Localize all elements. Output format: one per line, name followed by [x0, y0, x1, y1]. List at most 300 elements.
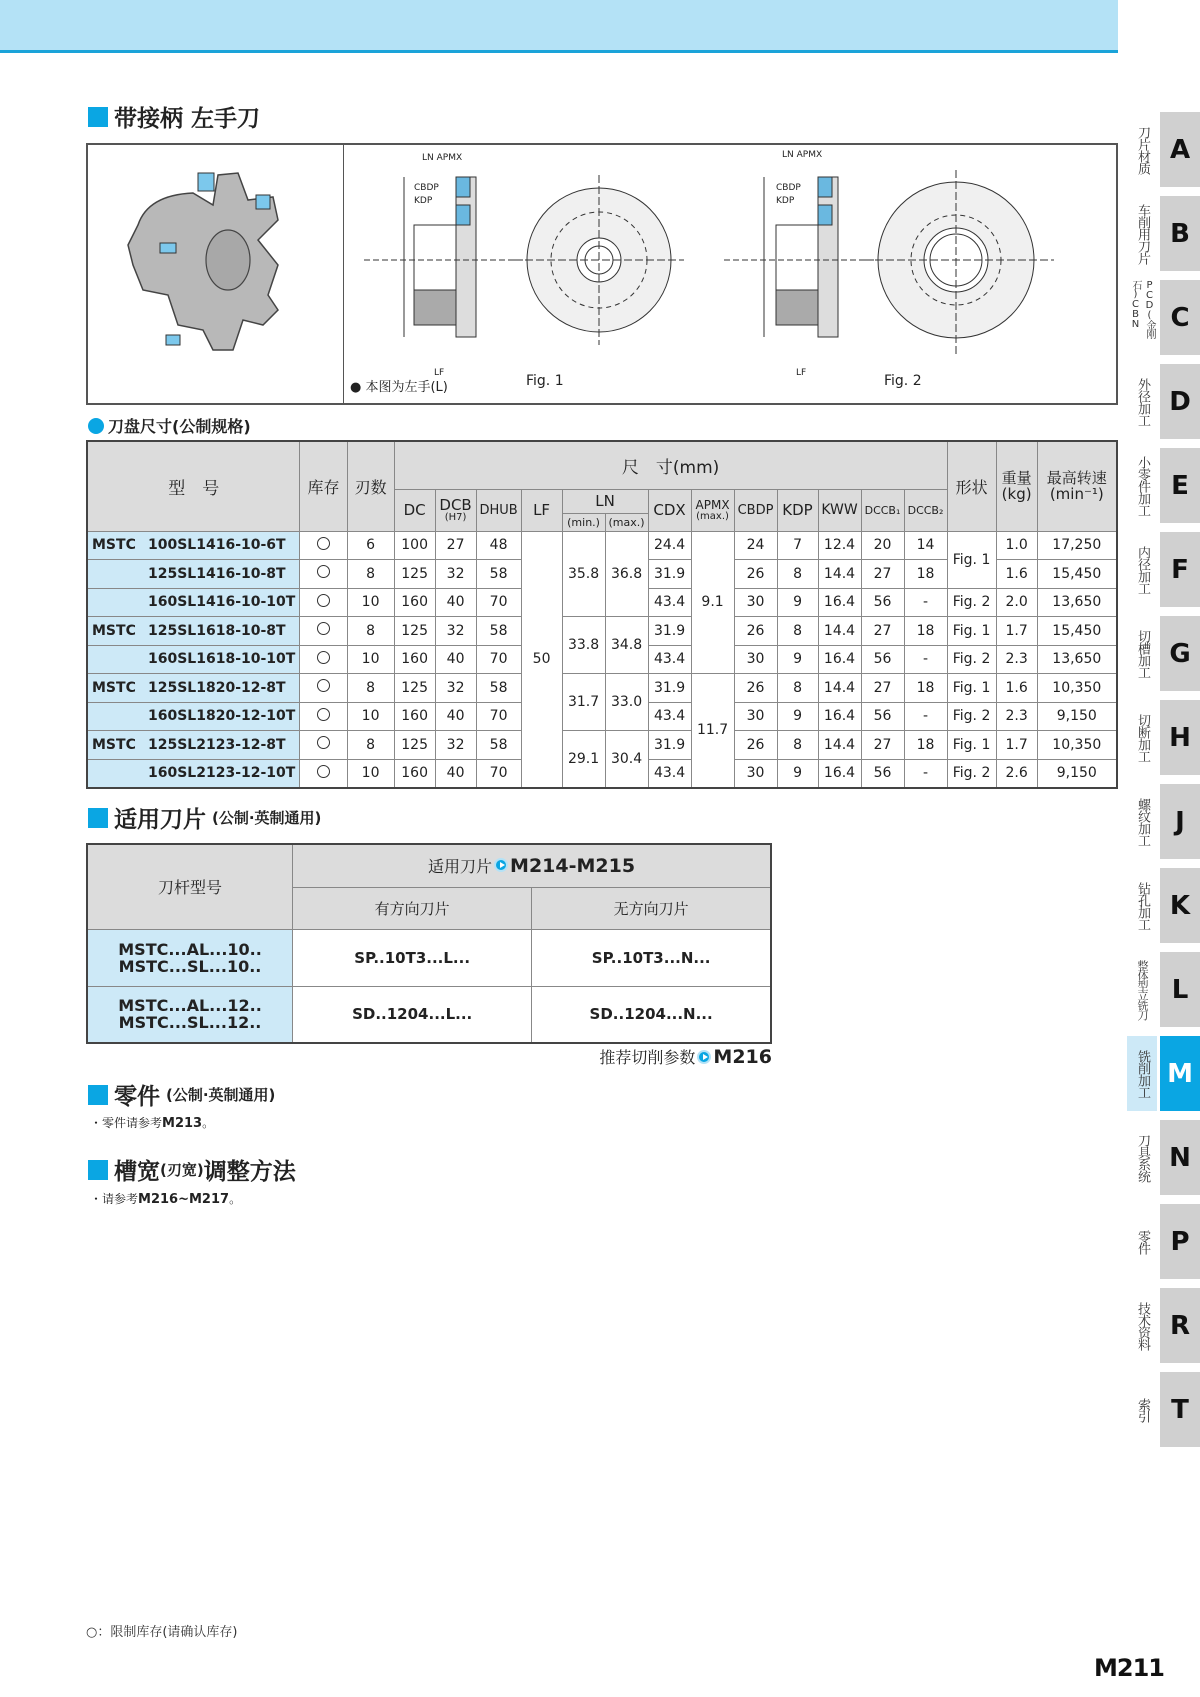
dcb-cell: 40: [435, 759, 476, 788]
model-code: 160SL2123-12-10T: [148, 765, 296, 781]
limited-stock-icon: [317, 594, 330, 607]
weight-cell: 2.6: [996, 759, 1037, 788]
parts-page-link[interactable]: M213: [162, 1116, 203, 1131]
rpm-cell: 10,350: [1037, 674, 1117, 703]
kdp-cell: 8: [777, 731, 818, 760]
weight-cell: 2.0: [996, 588, 1037, 617]
tab-k[interactable]: [1127, 868, 1200, 943]
slot-page-link[interactable]: M216~M217: [138, 1192, 230, 1207]
slot-bullet-text: 请参考: [102, 1192, 139, 1206]
stock-cell: [300, 702, 347, 731]
header-lf: LF: [521, 489, 562, 531]
dhub-cell: 58: [476, 560, 521, 589]
model-cell: [87, 645, 300, 674]
weight-cell: 1.7: [996, 617, 1037, 646]
stock-cell: [300, 759, 347, 788]
teeth-cell: 10: [347, 702, 394, 731]
spec-subtitle: [88, 414, 251, 437]
model-code: 160SL1820-12-10T: [148, 708, 296, 725]
weight-cell: 2.3: [996, 702, 1037, 731]
insert-title-text: 适用刀片: [114, 807, 206, 833]
insert-page-link[interactable]: M214-M215: [510, 855, 636, 878]
table-row: [87, 674, 1117, 703]
tab-p[interactable]: [1127, 1204, 1200, 1279]
dhub-cell: 70: [476, 702, 521, 731]
tab-r[interactable]: [1127, 1288, 1200, 1363]
dcb-cell: 27: [435, 531, 476, 560]
cdx-cell: 31.9: [648, 674, 691, 703]
tab-label: 索引: [1135, 1397, 1150, 1422]
dcb-cell: 32: [435, 617, 476, 646]
fig2-label: Fig. 2: [884, 373, 922, 389]
rpm-cell: 13,650: [1037, 645, 1117, 674]
header-dhub: DHUB: [476, 489, 521, 531]
tab-letter: M: [1160, 1036, 1200, 1111]
circle-bullet-icon: [88, 418, 104, 434]
model-cell: [87, 588, 300, 617]
shape-cell: Fig. 1: [947, 731, 996, 760]
teeth-cell: 10: [347, 759, 394, 788]
ln-max-cell: 30.4: [605, 731, 648, 788]
tab-b[interactable]: [1127, 196, 1200, 271]
tab-letter: J: [1160, 784, 1200, 859]
apmx-sub: (max.): [696, 510, 729, 522]
model-prefix: MSTC: [92, 679, 136, 696]
cutting-params-ref: [599, 1045, 772, 1068]
square-bullet-icon: [88, 808, 108, 828]
header-apmx: [691, 489, 734, 531]
tab-letter: L: [1160, 952, 1200, 1027]
slot-title-c: 调整方法: [203, 1159, 296, 1185]
tab-letter: G: [1160, 616, 1200, 691]
ln-min-cell: 35.8: [562, 531, 605, 617]
cbdp-cell: 30: [734, 588, 777, 617]
dhub-cell: 58: [476, 731, 521, 760]
teeth-cell: 8: [347, 674, 394, 703]
stock-cell: [300, 645, 347, 674]
model-code: 160SL1416-10-10T: [148, 594, 296, 611]
tab-label: 车削用刀片: [1135, 203, 1150, 264]
header-kdp: KDP: [777, 489, 818, 531]
kww-cell: 14.4: [818, 731, 861, 760]
tab-l[interactable]: [1127, 952, 1200, 1027]
holder-cell: [87, 986, 293, 1043]
tab-j[interactable]: [1127, 784, 1200, 859]
dccb1-cell: 56: [861, 645, 904, 674]
tab-label: 整体型立铣刀: [1136, 959, 1149, 1020]
dccb2-cell: 14: [904, 531, 947, 560]
rpm-cell: 10,350: [1037, 731, 1117, 760]
tab-letter: N: [1160, 1120, 1200, 1195]
cbdp-cell: 26: [734, 674, 777, 703]
shape-cell: Fig. 2: [947, 645, 996, 674]
header-ln-min: (min.): [562, 513, 605, 531]
dhub-cell: 70: [476, 645, 521, 674]
dccb2-cell: -: [904, 588, 947, 617]
kww-cell: 12.4: [818, 531, 861, 560]
model-code: 125SL2123-12-8T: [148, 736, 286, 753]
model-code: 125SL1416-10-8T: [148, 565, 286, 582]
dccb1-cell: 56: [861, 759, 904, 788]
header-ln: LN: [562, 489, 648, 513]
apmx-cell: 9.1: [691, 531, 734, 674]
weight-label: 重量: [1001, 469, 1032, 488]
tab-letter: A: [1160, 112, 1200, 187]
page-number: M211: [1094, 1654, 1164, 1682]
dc-cell: 125: [394, 617, 435, 646]
model-code: 125SL1820-12-8T: [148, 679, 286, 696]
dhub-cell: 70: [476, 588, 521, 617]
dc-cell: 160: [394, 588, 435, 617]
kww-cell: 14.4: [818, 560, 861, 589]
shape-cell: Fig. 2: [947, 759, 996, 788]
header-dccb2: DCCB₂: [904, 489, 947, 531]
fig1-label: Fig. 1: [526, 373, 564, 389]
dccb1-cell: 56: [861, 702, 904, 731]
model-prefix: MSTC: [92, 736, 136, 753]
dcb-sub: (H7): [444, 511, 467, 523]
shape-cell: Fig. 2: [947, 702, 996, 731]
cbdp-cell: 26: [734, 617, 777, 646]
holder-line2: MSTC...SL...12..: [118, 1013, 262, 1033]
header-model: 型 号: [87, 441, 300, 531]
ln-min-cell: 29.1: [562, 731, 605, 788]
model-code: 125SL1618-10-8T: [148, 622, 286, 639]
square-bullet-icon: [88, 1160, 108, 1180]
dccb2-cell: 18: [904, 731, 947, 760]
tab-label: 钻孔加工: [1135, 881, 1150, 930]
holder-line1: MSTC...AL...12..: [118, 996, 262, 1016]
model-cell: [87, 731, 300, 760]
header-inserts: [293, 844, 771, 887]
cbdp-cell: 30: [734, 702, 777, 731]
model-prefix: MSTC: [92, 537, 136, 554]
model-cell: [87, 617, 300, 646]
cbdp-cell: 30: [734, 759, 777, 788]
apmx-label: APMX: [695, 497, 730, 512]
tab-letter: R: [1160, 1288, 1200, 1363]
holder-cell: [87, 929, 293, 986]
ref-label: 推荐切削参数: [599, 1048, 696, 1067]
tab-letter: H: [1160, 700, 1200, 775]
nondirectional-insert-cell: SD..1204...N...: [532, 986, 771, 1043]
shape-cell: Fig. 1: [947, 531, 996, 588]
model-prefix: MSTC: [92, 622, 136, 639]
kdp-cell: 8: [777, 560, 818, 589]
tab-n[interactable]: [1127, 1120, 1200, 1195]
tab-label: 小零件加工: [1135, 455, 1150, 516]
dc-cell: 125: [394, 674, 435, 703]
limited-stock-icon: [317, 708, 330, 721]
tab-letter: F: [1160, 532, 1200, 607]
table-row: [87, 531, 1117, 560]
weight-unit: (kg): [1001, 485, 1032, 504]
header-kww: KWW: [818, 489, 861, 531]
dccb1-cell: 27: [861, 674, 904, 703]
kww-cell: 14.4: [818, 674, 861, 703]
dc-cell: 160: [394, 645, 435, 674]
header-ln-max: (max.): [605, 513, 648, 531]
weight-cell: 1.6: [996, 560, 1037, 589]
header-cdx: CDX: [648, 489, 691, 531]
tab-label: 刀片材质: [1135, 125, 1150, 174]
limited-stock-icon: [317, 622, 330, 635]
kdp-cell: 9: [777, 702, 818, 731]
tab-label: 切断加工: [1135, 713, 1150, 762]
section-title-text: 带接柄 左手刀: [114, 106, 261, 132]
header-holder: 刀杆型号: [87, 844, 293, 929]
directional-insert-cell: SP..10T3...L...: [293, 929, 532, 986]
tab-t[interactable]: [1127, 1372, 1200, 1447]
header-teeth: 刃数: [347, 441, 394, 531]
tab-d[interactable]: [1127, 364, 1200, 439]
dcb-cell: 40: [435, 588, 476, 617]
stock-cell: [300, 731, 347, 760]
header-nondirectional: 无方向刀片: [532, 887, 771, 929]
model-cell: [87, 674, 300, 703]
cdx-cell: 31.9: [648, 560, 691, 589]
dcb-cell: 40: [435, 702, 476, 731]
tab-letter: C: [1160, 280, 1200, 355]
model-cell: [87, 759, 300, 788]
ln-max-cell: 36.8: [605, 531, 648, 617]
directional-insert-cell: SD..1204...L...: [293, 986, 532, 1043]
tab-m[interactable]: [1127, 1036, 1200, 1111]
rpm-cell: 17,250: [1037, 531, 1117, 560]
tab-g[interactable]: [1127, 616, 1200, 691]
dcb-cell: 40: [435, 645, 476, 674]
teeth-cell: 10: [347, 645, 394, 674]
tab-label: PCD(金刚石)CBN: [1130, 280, 1155, 338]
tab-label: 外径加工: [1135, 377, 1150, 426]
cdx-cell: 43.4: [648, 702, 691, 731]
slot-title-b: (刃宽): [160, 1161, 204, 1179]
dhub-cell: 70: [476, 759, 521, 788]
weight-cell: 1.7: [996, 731, 1037, 760]
svg-text:LN APMX: LN APMX: [782, 150, 823, 160]
parts-title-note: (公制·英制通用): [166, 1086, 276, 1104]
shape-cell: Fig. 2: [947, 588, 996, 617]
rpm-cell: 9,150: [1037, 759, 1117, 788]
insert-section-title: [88, 801, 321, 834]
dccb2-cell: -: [904, 702, 947, 731]
cbdp-cell: 26: [734, 560, 777, 589]
tab-c[interactable]: [1127, 280, 1200, 355]
model-code: 100SL1416-10-6T: [148, 537, 286, 554]
dhub-cell: 58: [476, 674, 521, 703]
dhub-cell: 58: [476, 617, 521, 646]
header-stock: 库存: [300, 441, 347, 531]
cbdp-cell: 24: [734, 531, 777, 560]
tab-e[interactable]: [1127, 448, 1200, 523]
stock-cell: [300, 588, 347, 617]
tab-label: 刀具系统: [1135, 1133, 1150, 1182]
kww-cell: 14.4: [818, 617, 861, 646]
dhub-cell: 48: [476, 531, 521, 560]
dc-cell: 125: [394, 560, 435, 589]
dcb-cell: 32: [435, 731, 476, 760]
dcb-cell: 32: [435, 674, 476, 703]
slot-bullet-end: 。: [229, 1192, 242, 1206]
weight-cell: 1.6: [996, 674, 1037, 703]
limited-stock-icon: [317, 565, 330, 578]
dccb1-cell: 27: [861, 560, 904, 589]
cdx-cell: 31.9: [648, 617, 691, 646]
dccb2-cell: 18: [904, 617, 947, 646]
kww-cell: 16.4: [818, 588, 861, 617]
cbdp-cell: 30: [734, 645, 777, 674]
header-directional: 有方向刀片: [293, 887, 532, 929]
cdx-cell: 24.4: [648, 531, 691, 560]
square-bullet-icon: [88, 107, 108, 127]
dc-cell: 100: [394, 531, 435, 560]
dimension-drawing-icon: [344, 145, 1116, 403]
shape-cell: Fig. 1: [947, 674, 996, 703]
page-ref-arrow-icon: [697, 1050, 711, 1064]
dccb1-cell: 56: [861, 588, 904, 617]
cdx-cell: 43.4: [648, 645, 691, 674]
teeth-cell: 10: [347, 588, 394, 617]
parts-title-text: 零件: [114, 1084, 160, 1110]
cdx-cell: 31.9: [648, 731, 691, 760]
tab-label: 切槽加工: [1135, 629, 1150, 678]
dc-cell: 125: [394, 731, 435, 760]
page-ref-arrow-icon: [494, 858, 508, 872]
rpm-cell: 15,450: [1037, 617, 1117, 646]
table-row: [87, 731, 1117, 760]
tab-label: 内径加工: [1135, 545, 1150, 594]
product-image: [88, 145, 344, 403]
teeth-cell: 8: [347, 731, 394, 760]
rpm-unit: (min⁻¹): [1049, 485, 1104, 504]
insert-row: [87, 929, 771, 986]
dcb-label: DCB: [439, 495, 472, 514]
limited-stock-icon: [317, 679, 330, 692]
header-rpm: [1037, 441, 1117, 531]
parts-bullet-end: 。: [202, 1116, 215, 1130]
tab-label: 零件: [1135, 1229, 1150, 1254]
apmx-cell: 11.7: [691, 674, 734, 788]
tab-letter: T: [1160, 1372, 1200, 1447]
kdp-cell: 8: [777, 674, 818, 703]
insert-table: [86, 843, 772, 1044]
header-shape: 形状: [947, 441, 996, 531]
slot-bullet: ・请参考M216~M217。: [90, 1192, 242, 1207]
svg-text:LF: LF: [434, 368, 445, 378]
tab-letter: P: [1160, 1204, 1200, 1279]
note-text: 本图为左手(L): [365, 380, 448, 395]
kdp-cell: 7: [777, 531, 818, 560]
kdp-cell: 9: [777, 759, 818, 788]
dccb2-cell: -: [904, 645, 947, 674]
cdx-cell: 43.4: [648, 588, 691, 617]
header-dccb1: DCCB₁: [861, 489, 904, 531]
insert-row: [87, 986, 771, 1043]
tab-label: 铣削加工: [1127, 1036, 1157, 1111]
limited-stock-icon: [317, 736, 330, 749]
spec-table: [86, 440, 1118, 789]
dccb2-cell: 18: [904, 560, 947, 589]
stock-cell: [300, 560, 347, 589]
svg-text:LN APMX: LN APMX: [422, 153, 463, 163]
stock-cell: [300, 674, 347, 703]
tab-h[interactable]: [1127, 700, 1200, 775]
teeth-cell: 8: [347, 617, 394, 646]
tab-a[interactable]: [1127, 112, 1200, 187]
cdx-cell: 43.4: [648, 759, 691, 788]
header-dc: DC: [394, 489, 435, 531]
tab-letter: K: [1160, 868, 1200, 943]
chapter-index-tabs: [1127, 112, 1200, 1456]
tab-letter: E: [1160, 448, 1200, 523]
stock-cell: [300, 617, 347, 646]
top-header-band: [0, 0, 1118, 53]
dccb2-cell: -: [904, 759, 947, 788]
left-hand-note: ● 本图为左手(L): [350, 380, 448, 395]
dccb1-cell: 27: [861, 731, 904, 760]
header-cbdp: CBDP: [734, 489, 777, 531]
rpm-cell: 13,650: [1037, 588, 1117, 617]
square-bullet-icon: [88, 1085, 108, 1105]
kww-cell: 16.4: [818, 645, 861, 674]
tab-letter: B: [1160, 196, 1200, 271]
ln-min-cell: 31.7: [562, 674, 605, 731]
holder-line1: MSTC...AL...10..: [118, 939, 262, 959]
section-title: [88, 100, 260, 133]
dccb1-cell: 20: [861, 531, 904, 560]
svg-text:LF: LF: [796, 368, 807, 378]
tab-letter: D: [1160, 364, 1200, 439]
dc-cell: 160: [394, 759, 435, 788]
weight-cell: 1.0: [996, 531, 1037, 560]
weight-cell: 2.3: [996, 645, 1037, 674]
nondirectional-insert-cell: SP..10T3...N...: [532, 929, 771, 986]
table-row: [87, 617, 1117, 646]
tab-f[interactable]: [1127, 532, 1200, 607]
cutter-illustration-icon: [88, 145, 344, 403]
kdp-cell: 9: [777, 588, 818, 617]
tab-label: 螺纹加工: [1135, 797, 1150, 846]
insert-title-note: (公制·英制通用): [212, 809, 322, 827]
dc-cell: 160: [394, 702, 435, 731]
teeth-cell: 8: [347, 560, 394, 589]
ln-max-cell: 34.8: [605, 617, 648, 674]
limited-stock-icon: [317, 651, 330, 664]
slot-section-title: [88, 1153, 296, 1186]
technical-drawings: [344, 145, 1116, 403]
svg-text:CBDP: CBDP: [414, 183, 439, 193]
parts-bullet: ・零件请参考M213。: [90, 1116, 215, 1131]
dccb2-cell: 18: [904, 674, 947, 703]
dccb1-cell: 27: [861, 617, 904, 646]
model-code: 160SL1618-10-10T: [148, 651, 296, 668]
figure-box: [86, 143, 1118, 405]
parts-bullet-text: 零件请参考: [102, 1116, 163, 1130]
model-cell: [87, 702, 300, 731]
model-cell: [87, 531, 300, 560]
kdp-cell: 8: [777, 617, 818, 646]
dcb-cell: 32: [435, 560, 476, 589]
limited-stock-icon: [317, 765, 330, 778]
cutting-params-link[interactable]: M216: [713, 1045, 772, 1068]
ln-min-cell: 33.8: [562, 617, 605, 674]
tab-label: 技术资料: [1135, 1301, 1150, 1350]
lf-cell: 50: [521, 531, 562, 788]
header-inserts-label: 适用刀片: [428, 857, 493, 877]
rpm-label: 最高转速: [1046, 469, 1107, 488]
kww-cell: 16.4: [818, 702, 861, 731]
header-weight: [996, 441, 1037, 531]
